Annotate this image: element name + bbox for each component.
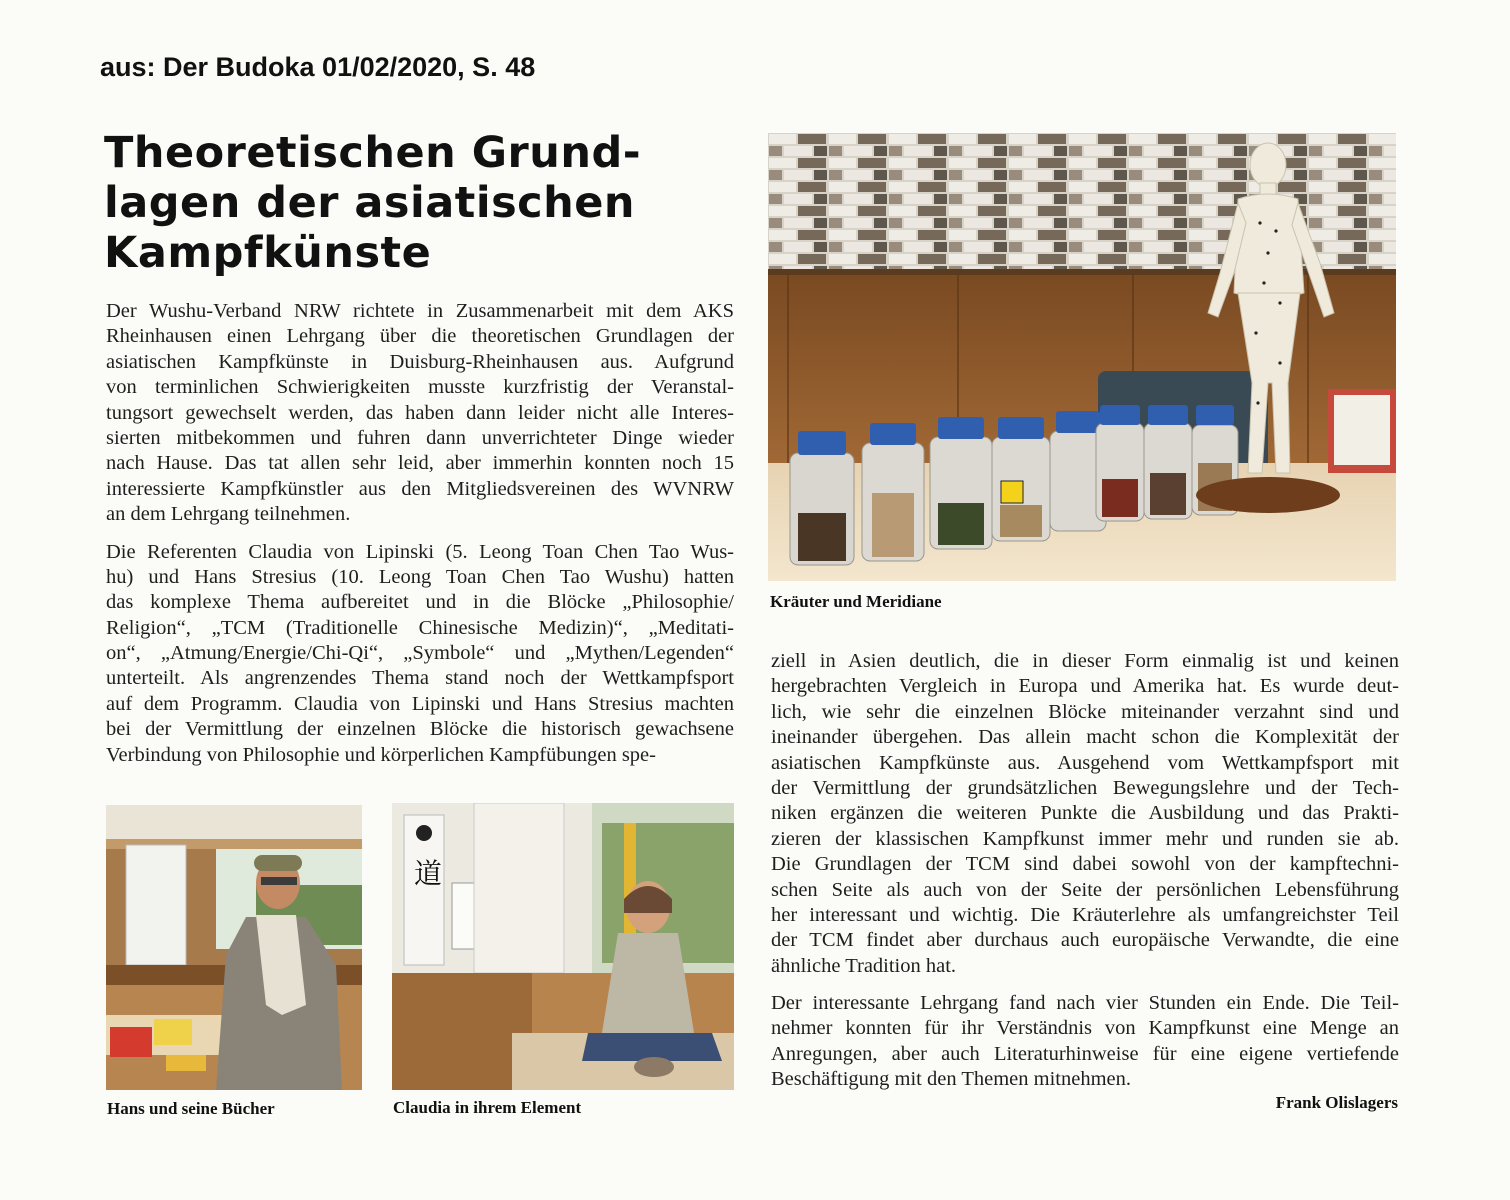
text-line: Religion“, „TCM (Traditionelle Chinesische Medizin)“, „Meditati- <box>106 616 734 639</box>
text-line: interessierte Kampfkünstler aus den Mitgliedsvereinen des WVNRW <box>106 477 734 500</box>
text-line: tungsort gewechselt werden, das haben dann leider nicht alle Interes- <box>106 401 734 424</box>
text-line: ähnliche Tradition hat. <box>771 954 957 977</box>
svg-text:道: 道 <box>414 857 443 890</box>
text-line: von terminlichen Schwierigkeiten musste kurzfristig der Veranstal- <box>106 376 734 399</box>
text-line: asiatischen Kampfkünste aus. Ausgehend vom Wettkampfsport mit <box>771 751 1399 774</box>
text-line: der TCM findet aber durchaus auch europäische Verwandte, die eine <box>771 929 1399 952</box>
headline-line: Kampfkünste <box>104 228 432 278</box>
text-line: der Vermittlung der grundsätzlichen Bewegungslehre und der Tech- <box>771 776 1399 799</box>
article-column-right <box>771 649 1399 1093</box>
article-column-left <box>106 299 734 768</box>
text-line: lich, wie sehr die einzelnen Blöcke miteinander verzahnt sind und <box>771 700 1399 723</box>
text-line: asiatischen Kampfkünste in Duisburg-Rheinhausen aus. Aufgrund <box>106 350 734 373</box>
paragraph <box>771 991 1399 1093</box>
text-line: ziell in Asien deutlich, die in dieser Form einmalig ist und keinen <box>771 650 1399 672</box>
photo-caption: Hans und seine Bücher <box>107 1099 275 1118</box>
text-line: on“, „Atmung/Energie/Chi-Qi“, „Symbole“ und „Mythen/Legenden“ <box>106 642 734 665</box>
text-line: hu) und Hans Stresius (10. Leong Toan Chen Tao Wushu) hatten <box>106 565 734 588</box>
text-line: Der interessante Lehrgang fand nach vier Stunden ein Ende. Die Teil- <box>771 992 1399 1015</box>
text-line: Anregungen, aber auch Literaturhinweise für eine eigene vertiefende <box>771 1042 1399 1065</box>
text-line: Die Grundlagen der TCM sind dabei sowohl von der kampftechni- <box>771 853 1399 876</box>
text-line: unterteilt. Als angrenzendes Thema stand noch der Wettkampfsport <box>106 667 734 690</box>
paragraph <box>771 649 1399 979</box>
text-line: das komplexe Thema aufbereitet und in die Blöcke „Philosophie/ <box>106 591 734 614</box>
text-line: zieren der klassischen Kampfkunst immer mehr und runden sie ab. <box>771 827 1399 850</box>
photo-caption: Claudia in ihrem Element <box>393 1098 582 1117</box>
text-line: nehmer konnten für ihr Verständnis von Kampfkunst eine Menge an <box>771 1017 1399 1040</box>
claudia-photo <box>392 803 734 1090</box>
text-line: Die Referenten Claudia von Lipinski (5. Leong Toan Chen Tao Wus- <box>106 540 734 563</box>
text-line: niken ergänzen die weiteren Punkte die Ausbildung und das Prakti- <box>771 802 1399 825</box>
text-line: Beschäftigung mit den Themen mitnehmen. <box>771 1068 1132 1091</box>
author-byline: Frank Olislagers <box>1275 1093 1398 1112</box>
photo-caption: Kräuter und Meridiane <box>770 592 942 611</box>
paragraph <box>106 299 734 528</box>
headline-line: Theoretischen Grund- <box>104 128 642 178</box>
text-line: schen Seite als auch von der Seite der persönlichen Lebensführung <box>771 878 1399 901</box>
text-line: Rheinhausen einen Lehrgang über die theoretischen Grundlagen der <box>106 325 734 348</box>
text-line: ineinander übergehen. Das allein macht schon die Komplexität der <box>771 726 1399 749</box>
text-line: auf dem Programm. Claudia von Lipinski und Hans Stresius machten <box>106 692 734 715</box>
text-line: Verbindung von Philosophie und körperlichen Kampfübungen spe- <box>106 743 656 766</box>
text-line: hergebrachten Vergleich in Europa und Amerika hat. Es wurde deut- <box>771 675 1399 698</box>
source-reference: aus: Der Budoka 01/02/2020, S. 48 <box>100 52 536 82</box>
text-line: Der Wushu-Verband NRW richtete in Zusammenarbeit mit dem AKS <box>106 300 734 322</box>
paragraph <box>106 540 734 769</box>
text-line: bei der Vermittlung der einzelnen Blöcke die historisch gewachsene <box>106 718 734 741</box>
headline <box>104 128 744 278</box>
text-line: an dem Lehrgang teilnehmen. <box>106 503 351 526</box>
headline-line: lagen der asiatischen <box>104 178 636 228</box>
herbs-meridians-photo <box>768 133 1396 581</box>
hans-photo <box>106 805 362 1090</box>
text-line: her interessant und wichtig. Die Kräuterlehre als umfangreichster Teil <box>771 903 1399 926</box>
text-line: sierten mitbekommen und fuhren dann unverrichteter Dinge wieder <box>106 426 734 449</box>
text-line: nach Hause. Das tat allen sehr leid, aber immerhin konnten noch 15 <box>106 452 734 475</box>
